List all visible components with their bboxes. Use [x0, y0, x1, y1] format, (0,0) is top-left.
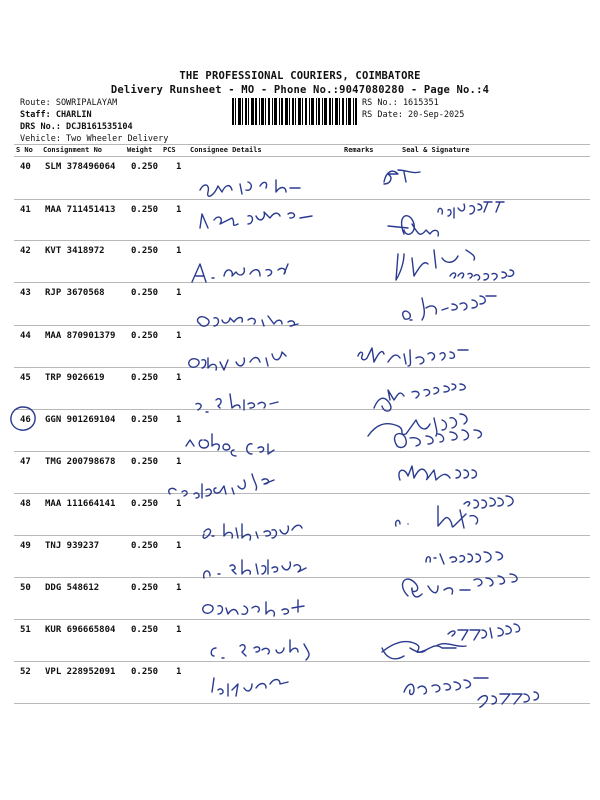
signature: [403, 574, 518, 597]
signature: [426, 552, 502, 564]
consignee-handwriting: [192, 264, 288, 282]
row-sno: 47: [20, 457, 31, 467]
row-consignment: TNJ 939237: [45, 541, 100, 551]
row-pcs: 1: [176, 541, 182, 551]
row-consignment: MAA 711451413: [45, 205, 116, 215]
row-consignment: SLM 378496064: [45, 162, 116, 172]
signature: [358, 348, 468, 366]
company-title: THE PROFESSIONAL COURIERS, COIMBATORE: [179, 70, 421, 82]
signature: [478, 692, 539, 707]
row-weight: 0.250: [131, 331, 159, 341]
row-consignment: KVT 3418972: [45, 246, 105, 256]
row-weight: 0.250: [131, 162, 159, 172]
rs-date: RS Date: 20-Sep-2025: [362, 110, 465, 120]
row-sno: 50: [20, 583, 31, 593]
signature: [384, 170, 420, 184]
row-weight: 0.250: [131, 415, 159, 425]
consignee-handwriting: [198, 316, 298, 326]
signature: [448, 624, 520, 640]
row-weight: 0.250: [131, 583, 159, 593]
consignee-handwriting: [169, 474, 274, 498]
signature: [403, 296, 496, 320]
consignee-handwriting: [200, 212, 312, 228]
row-weight: 0.250: [131, 246, 159, 256]
route-text: Route: SOWRIPALAYAM: [20, 98, 118, 108]
col-header-consignee: Consignee Details: [190, 146, 262, 154]
row-pcs: 1: [176, 625, 182, 635]
signature: [382, 642, 466, 659]
signature: [404, 678, 488, 695]
row-pcs: 1: [176, 415, 182, 425]
row-consignment: TRP 9026619: [45, 373, 105, 383]
consignee-handwriting: [186, 434, 274, 456]
row-sno: 45: [20, 373, 31, 383]
consignee-handwriting: [211, 640, 309, 660]
signature: [396, 250, 475, 280]
row-consignment: RJP 3670568: [45, 288, 105, 298]
signature: [438, 202, 504, 218]
signature: [374, 384, 465, 411]
consignee-handwriting: [204, 560, 306, 578]
staff-text: Staff: CHARLIN: [20, 110, 92, 120]
row-sno: 46: [20, 415, 31, 425]
row-weight: 0.250: [131, 541, 159, 551]
row-sno: 42: [20, 246, 31, 256]
row-pcs: 1: [176, 457, 182, 467]
row-consignment: TMG 200798678: [45, 457, 116, 467]
row-sno: 41: [20, 205, 31, 215]
consignee-handwriting: [200, 180, 300, 196]
row-pcs: 1: [176, 499, 182, 509]
consignee-handwriting: [189, 352, 286, 370]
signature: [388, 216, 438, 236]
row-weight: 0.250: [131, 667, 159, 677]
row-pcs: 1: [176, 583, 182, 593]
row-consignment: VPL 228952091: [45, 667, 116, 677]
row-consignment: MAA 111664141: [45, 499, 116, 509]
row-weight: 0.250: [131, 288, 159, 298]
row-weight: 0.250: [131, 457, 159, 467]
row-consignment: GGN 901269104: [45, 415, 116, 425]
col-header-seal: Seal & Signature: [402, 146, 470, 154]
col-header-remarks: Remarks: [344, 146, 374, 154]
signature: [450, 270, 514, 280]
rs-number: RS No.: 1615351: [362, 98, 439, 108]
row-sno: 51: [20, 625, 31, 635]
row-pcs: 1: [176, 162, 182, 172]
row-weight: 0.250: [131, 373, 159, 383]
col-header-consignment: Consignment No: [43, 146, 103, 154]
signature: [399, 466, 477, 480]
row-consignment: KUR 696665804: [45, 625, 116, 635]
consignee-handwriting: [203, 524, 302, 540]
col-header-sno: S No: [16, 146, 33, 154]
row-sno: 40: [20, 162, 31, 172]
row-pcs: 1: [176, 246, 182, 256]
row-weight: 0.250: [131, 205, 159, 215]
row-sno: 52: [20, 667, 31, 677]
row-pcs: 1: [176, 667, 182, 677]
row-sno: 49: [20, 541, 31, 551]
consignee-handwriting: [203, 600, 304, 616]
row-sno: 48: [20, 499, 31, 509]
circle-mark-icon: [8, 404, 38, 434]
vehicle-text: Vehicle: Two Wheeler Delivery: [20, 134, 169, 144]
col-header-weight: Weight: [127, 146, 153, 154]
row-weight: 0.250: [131, 625, 159, 635]
signature: [396, 506, 478, 528]
row-consignment: MAA 870901379: [45, 331, 116, 341]
drs-number: DRS No.: DCJB161535104: [20, 122, 133, 132]
row-consignment: DDG 548612: [45, 583, 100, 593]
consignee-handwriting: [212, 678, 288, 696]
row-pcs: 1: [176, 373, 182, 383]
consignee-handwriting: [196, 394, 278, 412]
row-pcs: 1: [176, 205, 182, 215]
col-header-pcs: PCS: [163, 146, 176, 154]
runsheet-subtitle: Delivery Runsheet - MO - Phone No.:9047080280 - Page No.:4: [110, 84, 490, 96]
row-weight: 0.250: [131, 499, 159, 509]
row-sno: 44: [20, 331, 31, 341]
row-pcs: 1: [176, 288, 182, 298]
row-sno: 43: [20, 288, 31, 298]
row-pcs: 1: [176, 331, 182, 341]
signature: [464, 496, 513, 508]
